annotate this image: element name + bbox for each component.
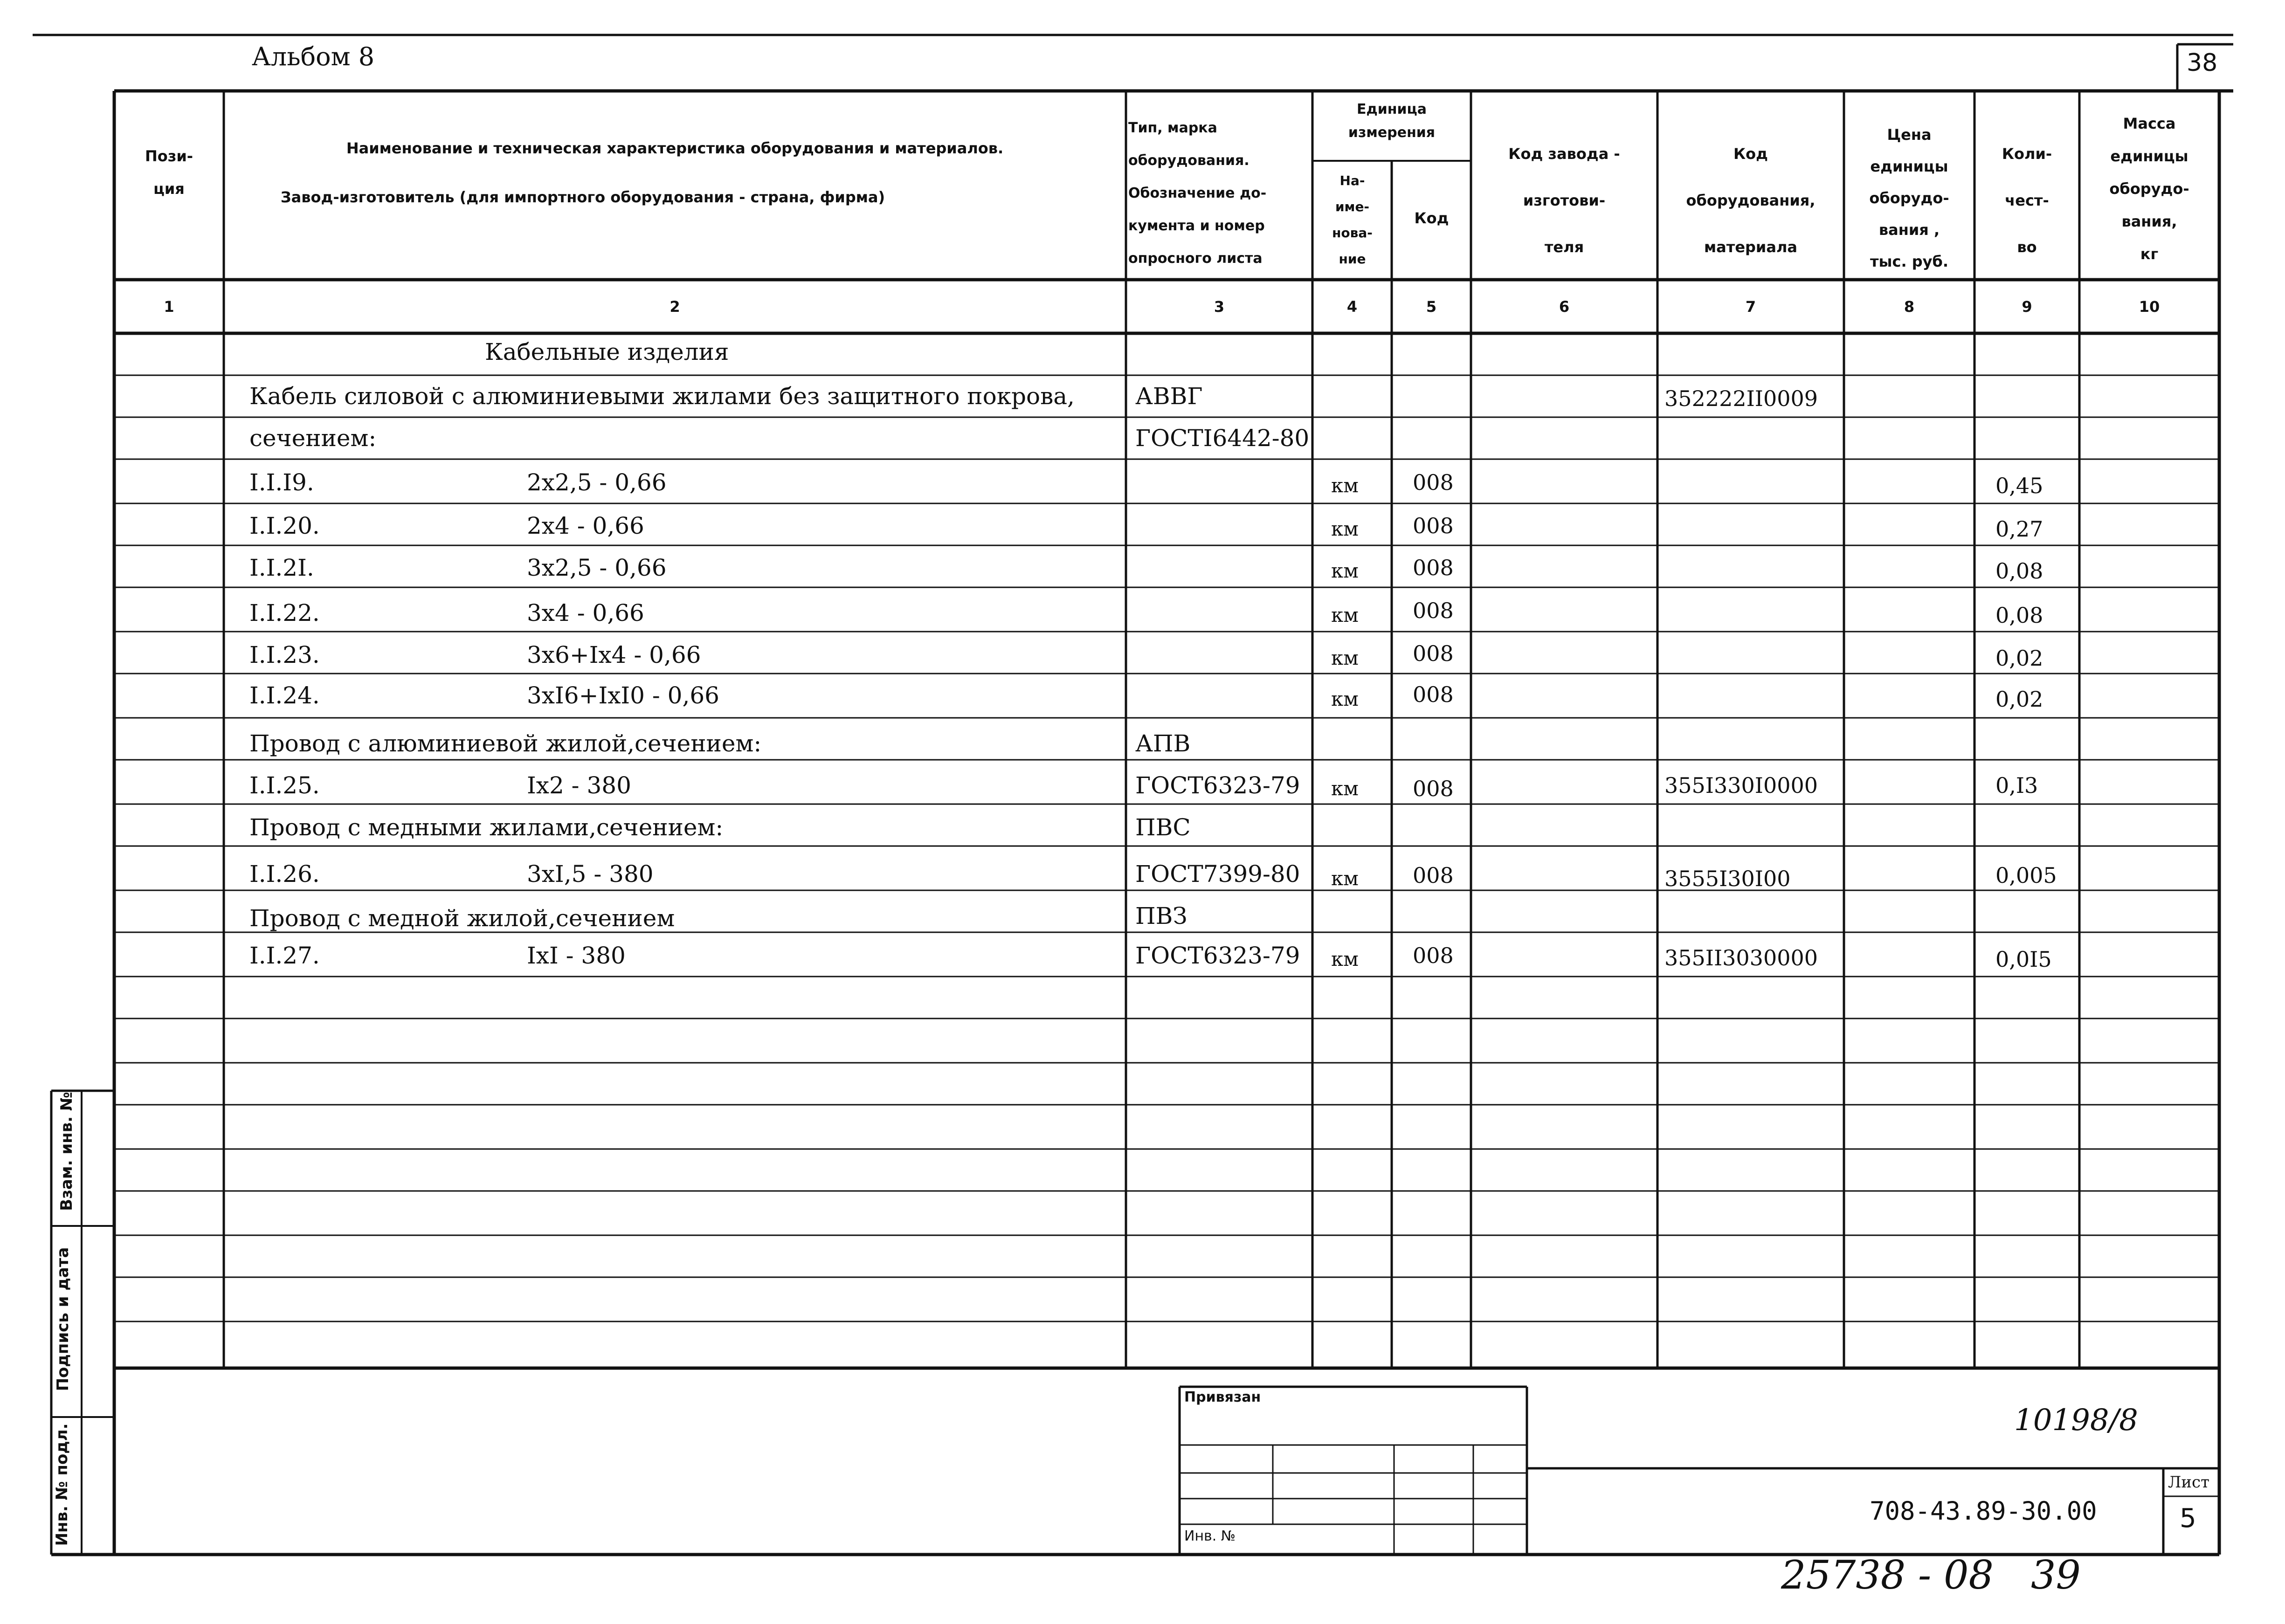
row-equip-code: 352222II0009 [1664, 386, 1818, 411]
row-name: 3x6+Ix4 - 0,66 [527, 641, 701, 668]
row-qty: 0,005 [1995, 863, 2057, 888]
header-col5: Код [1414, 209, 1449, 227]
privyazan-label: Привязан [1184, 1389, 1261, 1405]
header-unit-group: Единица измерения [1348, 101, 1436, 141]
header-col6: Код завода - изготови- теля [1508, 145, 1620, 256]
header-col3: Тип, марка оборудования. Обозначение до- кумента и номер опросного листа [1128, 120, 1267, 267]
row-pos: I.I.2I. [249, 554, 314, 581]
row-type: ПВС [1135, 814, 1191, 841]
header-col8: Цена единицы оборудо- вания , тыс. руб. [1869, 126, 1949, 270]
album-label: Альбом 8 [252, 42, 375, 71]
row-code: 008 [1413, 598, 1454, 623]
row-qty: 0,45 [1995, 473, 2043, 498]
row-name: Провод с медными жилами,сечением: [249, 814, 724, 841]
row-pos: I.I.25. [249, 772, 320, 799]
section-title: Кабельные изделия [485, 338, 729, 365]
row-name: Провод с алюминиевой жилой,сечением: [249, 730, 762, 757]
row-unit: км [1331, 688, 1359, 710]
header-col4: На- име- нова- ние [1332, 173, 1373, 267]
row-name: 3xI6+IxI0 - 0,66 [527, 682, 719, 709]
row-name: 3x4 - 0,66 [527, 599, 644, 626]
row-code: 008 [1413, 682, 1454, 707]
row-code: 008 [1413, 943, 1454, 968]
sheet-corner-number: 38 [2187, 49, 2218, 77]
document-code: 708-43.89-30.00 [1870, 1496, 2097, 1526]
row-qty: 0,27 [1995, 516, 2043, 542]
row-type: ГОСТ7399-80 [1135, 860, 1300, 888]
header-col7: Код оборудования, материала [1686, 145, 1816, 256]
row-code: 008 [1413, 776, 1454, 801]
footer-number: 25738 - 08 39 [1781, 1552, 2081, 1598]
row-unit: км [1331, 474, 1359, 497]
side-stamp-label: Взам. инв. № [57, 1092, 76, 1211]
col-number-7: 7 [1745, 298, 1756, 316]
row-unit: км [1331, 604, 1359, 626]
col-number-6: 6 [1559, 298, 1570, 316]
row-name: Провод с медной жилой,сечением [249, 905, 675, 932]
col-number-5: 5 [1426, 298, 1437, 316]
side-stamp-label: Инв. № подл. [53, 1423, 71, 1546]
col-number-2: 2 [670, 298, 680, 316]
row-qty: 0,02 [1995, 646, 2043, 671]
row-type: ГОСТI6442-80 [1135, 425, 1310, 452]
row-type: ГОСТ6323-79 [1135, 772, 1300, 799]
sheet-number: 5 [2180, 1503, 2196, 1534]
row-name: IxI - 380 [527, 942, 626, 969]
row-code: 008 [1413, 513, 1454, 538]
col-number-9: 9 [2022, 298, 2032, 316]
row-pos: I.I.27. [249, 942, 320, 969]
row-code: 008 [1413, 641, 1454, 666]
header-col9: Коли- чест- во [2002, 145, 2052, 256]
row-unit: км [1331, 777, 1359, 800]
row-code: 008 [1413, 470, 1454, 495]
row-qty: 0,0I5 [1995, 947, 2052, 972]
col-number-1: 1 [164, 298, 174, 316]
inv-no-label: Инв. № [1184, 1528, 1236, 1544]
header-col2-line1: Наименование и техническая характеристика оборудования и материалов. [346, 139, 1004, 157]
row-unit: км [1331, 517, 1359, 540]
row-qty: 0,08 [1995, 603, 2043, 628]
row-qty: 0,I3 [1995, 773, 2038, 798]
side-stamp-label: Подпись и дата [54, 1247, 72, 1391]
header-col10: Масса единицы оборудо- вания, кг [2109, 115, 2189, 263]
row-unit: км [1331, 559, 1359, 582]
row-equip-code: 355II3030000 [1664, 945, 1818, 970]
row-unit: км [1331, 647, 1359, 669]
row-type: ПВЗ [1135, 902, 1187, 929]
col-number-3: 3 [1214, 298, 1225, 316]
row-name: 2x2,5 - 0,66 [527, 469, 667, 496]
row-qty: 0,08 [1995, 558, 2043, 584]
row-unit: км [1331, 867, 1359, 890]
col-number-10: 10 [2139, 298, 2160, 316]
col-number-4: 4 [1346, 298, 1358, 316]
row-pos: I.I.23. [249, 641, 320, 668]
row-pos: I.I.26. [249, 860, 320, 888]
row-code: 008 [1413, 555, 1454, 580]
row-type: ГОСТ6323-79 [1135, 942, 1300, 969]
row-name: 3xI,5 - 380 [527, 860, 654, 888]
row-name: 2x4 - 0,66 [527, 512, 644, 539]
row-type: АВВГ [1135, 383, 1203, 410]
sheet-label: Лист [2168, 1473, 2209, 1492]
row-unit: км [1331, 948, 1359, 970]
row-type: АПВ [1135, 730, 1191, 757]
row-qty: 0,02 [1995, 687, 2043, 712]
row-name: Ix2 - 380 [527, 772, 631, 799]
row-code: 008 [1413, 863, 1454, 888]
col-number-8: 8 [1904, 298, 1915, 316]
row-equip-code: 355I330I0000 [1664, 773, 1818, 798]
row-name: 3x2,5 - 0,66 [527, 554, 667, 581]
row-name: сечением: [249, 425, 377, 452]
row-pos: I.I.20. [249, 512, 320, 539]
row-name: Кабель силовой с алюминиевыми жилами без защитного покрова, [249, 383, 1075, 410]
handwritten-number: 10198/8 [2014, 1403, 2138, 1438]
row-pos: I.I.24. [249, 682, 320, 709]
row-pos: I.I.I9. [249, 469, 314, 496]
header-col1: Пози- ция [145, 147, 193, 198]
header-col2-line2: Завод-изготовитель (для импортного оборудования - страна, фирма) [280, 188, 885, 206]
row-pos: I.I.22. [249, 599, 320, 626]
row-equip-code: 3555I30I00 [1664, 866, 1791, 891]
